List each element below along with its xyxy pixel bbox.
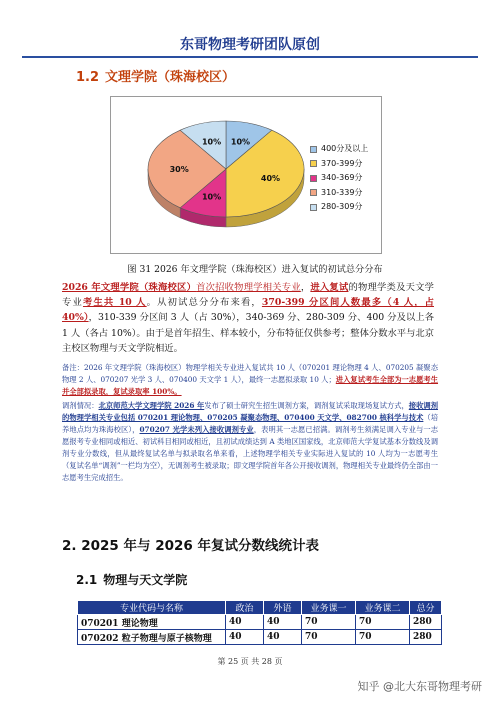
table-cell: 40 bbox=[226, 615, 264, 630]
section3-number: 2.1 bbox=[76, 573, 98, 587]
pie-data-label: 10% bbox=[201, 137, 222, 147]
section3-title bbox=[76, 571, 187, 588]
legend-item bbox=[310, 157, 368, 172]
legend-swatch bbox=[310, 160, 317, 167]
table-header: 专业代码与名称 bbox=[78, 601, 226, 615]
table-cell: 070202 粒子物理与原子核物理 bbox=[78, 630, 226, 645]
section3-name: 物理与天文学院 bbox=[103, 573, 188, 587]
legend-label: 310-339分 bbox=[321, 187, 363, 197]
note-adjust-college: 北京师范大学文理学院 2026 年 bbox=[98, 401, 205, 410]
table-cell: 280 bbox=[410, 615, 442, 630]
section-name: 文理学院（珠海校区） bbox=[105, 70, 236, 85]
legend-item bbox=[310, 186, 368, 201]
chart-legend bbox=[310, 142, 368, 215]
table-cell: 070201 理论物理 bbox=[78, 615, 226, 630]
para-majors: 的物理学类及天文学专业 bbox=[62, 282, 434, 309]
table-header: 外语 bbox=[264, 601, 302, 615]
note-adjust-majors: 接收调剂的物理学相关专业包括 070201 理论物理、070205 凝聚态物理、070400 天文学、082700 核科学与技术 bbox=[62, 401, 439, 422]
para-college: 2026 年文理学院（珠海校区） bbox=[62, 282, 197, 293]
table-header: 业务课一 bbox=[302, 601, 356, 615]
table-cell: 70 bbox=[356, 615, 410, 630]
watermark: 知乎 @北大东哥物理考研 bbox=[357, 680, 482, 693]
legend-label: 280-309分 bbox=[321, 202, 363, 211]
para-peak: 370-399 分区间人数最多（4 人，占 40%） bbox=[62, 297, 434, 324]
score-table bbox=[77, 600, 442, 645]
table-cell: 70 bbox=[302, 630, 356, 645]
para-enter-retest: 进入复试 bbox=[310, 282, 349, 293]
section-number: 1.2 bbox=[76, 70, 100, 85]
page-header bbox=[0, 0, 500, 64]
page-footer: 第 25 页 共 28 页 bbox=[217, 657, 283, 666]
table-header: 业务课二 bbox=[356, 601, 410, 615]
figure-caption: 图 31 2026 年文理学院（珠海校区）进入复试的初试总分分布 bbox=[127, 264, 383, 275]
table-header: 政治 bbox=[226, 601, 264, 615]
table-header: 总分 bbox=[410, 601, 442, 615]
para-comma: ， bbox=[300, 282, 311, 293]
note-adjust-plan: 发布了硕士研究生招生调剂方案，调剂复试采取现场复试方式， bbox=[204, 401, 409, 410]
para-count: 考生共 10 人 bbox=[82, 297, 147, 309]
legend-item bbox=[310, 200, 368, 215]
pie-data-label: 30% bbox=[169, 165, 189, 174]
note-adjust-rest: ，表明其一志愿已招满。调剂考生须满足调入专业与一志愿报考专业相同或相近、初试科目相同或相近，且初试成绩达到 A 类地区国家线，北京师范大学复试基本分数线及调剂专业分数线，但从最终复试名单与拟录取名单来看，上述物理学相关专业实际进入复试的 10 人均为一志愿考生（复试名单“调剂”一栏均为空），无调剂考生被录取；即文理学院首年各公开接收调剂，物理相关专业最终仍全部由一志愿考生完成招生。 bbox=[62, 425, 438, 482]
note-adjust-location: （培养地点均为珠海校区）， bbox=[62, 413, 439, 434]
table-cell: 70 bbox=[302, 615, 356, 630]
legend-swatch bbox=[310, 189, 317, 196]
note-adjust-optics: 070207 光学未列入接收调剂专业 bbox=[139, 425, 254, 434]
note-summary: 备注：2026 年文理学院（珠海校区）物理学相关专业进入复试共 10 人（070201 理论物理 4 人、070205 凝聚态物理 2 人、070207 光学 3 人、070400 天文学 1 人），最终一志愿拟录取 10 人； bbox=[62, 363, 438, 384]
note-block bbox=[62, 362, 438, 484]
header-rule bbox=[22, 56, 478, 58]
table-cell: 280 bbox=[410, 630, 442, 645]
legend-label: 370-399分 bbox=[321, 158, 363, 168]
note-adjust-label: 调剂情况： bbox=[62, 401, 99, 410]
para-first-enroll: 首次招收物理学相关专业 bbox=[196, 282, 301, 293]
pie-data-label: 10% bbox=[201, 192, 222, 202]
legend-swatch bbox=[310, 204, 317, 211]
table-cell: 40 bbox=[264, 615, 302, 630]
pie-data-label: 10% bbox=[230, 137, 251, 147]
header-title: 东哥物理考研团队原创 bbox=[180, 37, 320, 53]
pie-data-label: 40% bbox=[260, 173, 281, 183]
para-dist-intro: 。从初试总分分布来看， bbox=[146, 297, 262, 309]
note-highlight: 进入复试考生全部为一志愿考生并全部拟录取，复试录取率 100%。 bbox=[62, 375, 439, 396]
legend-item bbox=[310, 171, 368, 186]
legend-label: 400分及以上 bbox=[321, 144, 369, 153]
table-cell: 70 bbox=[356, 630, 410, 645]
table-cell: 40 bbox=[226, 630, 264, 645]
table-cell: 40 bbox=[264, 630, 302, 645]
legend-item bbox=[310, 142, 368, 157]
legend-swatch bbox=[310, 146, 317, 153]
table-header-row bbox=[78, 601, 442, 615]
table-row bbox=[78, 630, 442, 645]
body-paragraph bbox=[62, 280, 434, 356]
section-title bbox=[76, 66, 235, 85]
table-row bbox=[78, 615, 442, 630]
section2-title: 2. 2025 年与 2026 年复试分数线统计表 bbox=[62, 538, 319, 554]
para-rest: ，310-339 分区间 3 人（占 30%），340-369 分、280-309 分、400 分及以上各 1 人（各占 10%）。由于是首年招生、样本较小，分布特征仅供参考；整体分数水平与北京主校区物理与天文学院相近。 bbox=[62, 312, 434, 354]
legend-swatch bbox=[310, 175, 317, 182]
legend-label: 340-369分 bbox=[321, 173, 363, 182]
